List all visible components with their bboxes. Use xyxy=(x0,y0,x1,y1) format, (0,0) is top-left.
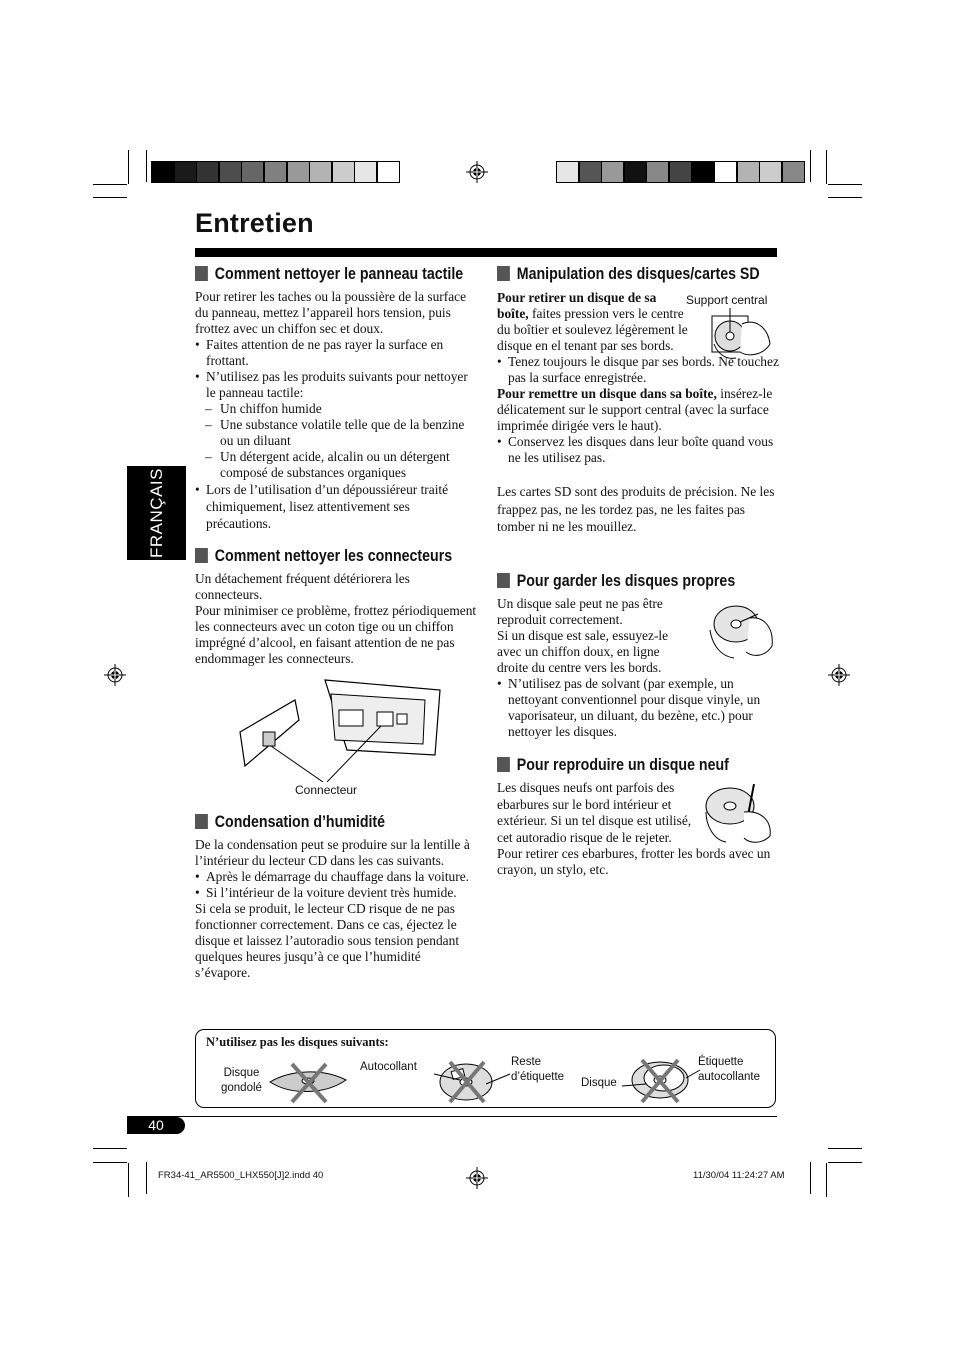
footer-date: 11/30/04 11:24:27 AM xyxy=(693,1170,785,1181)
paragraph: Un détachement fréquent détériorera les connecteurs. xyxy=(195,571,410,602)
section-square-icon xyxy=(195,548,208,563)
crop-mark xyxy=(146,150,147,182)
footer-rule xyxy=(127,1116,777,1117)
crop-mark xyxy=(828,1148,862,1149)
color-swatch xyxy=(782,161,805,183)
color-swatch xyxy=(377,161,400,183)
paragraph: Les cartes SD sont des produits de précision. Ne les frappez pas, ne les tordez pas, ne les faites pas tomber ni ne les mouillez. xyxy=(497,484,775,534)
language-tab xyxy=(127,466,186,560)
color-swatch xyxy=(601,161,624,183)
color-swatch xyxy=(556,161,579,183)
list-item: • Après le démarrage du chauffage dans la voiture. xyxy=(195,869,478,885)
color-swatch xyxy=(287,161,310,183)
color-swatch xyxy=(624,161,647,183)
label-line: autocollante xyxy=(698,1071,761,1083)
crop-mark xyxy=(128,150,129,184)
connector-illustration xyxy=(235,670,445,782)
label-line: Étiquette xyxy=(698,1056,744,1068)
color-swatch xyxy=(646,161,669,183)
color-swatch xyxy=(669,161,692,183)
list-item: • Faites attention de ne pas rayer la surface en frottant. xyxy=(195,337,477,369)
support-central-caption: Support central xyxy=(686,293,768,307)
leader-lines xyxy=(400,1060,720,1090)
color-swatch xyxy=(151,161,174,183)
crop-mark xyxy=(128,1163,129,1197)
section-handling-body xyxy=(497,290,779,536)
section-heading-humidity: Condensation d’humidité xyxy=(195,813,385,832)
section-clean-body xyxy=(497,596,779,740)
bold-lead: Pour remettre un disque dans sa boîte, xyxy=(497,386,717,401)
paragraph: Un disque sale peut ne pas être reproduit correctement. xyxy=(497,596,663,627)
color-swatch xyxy=(309,161,332,183)
section-heading-new-disc: Pour reproduire un disque neuf xyxy=(497,756,729,775)
registration-mark-icon xyxy=(466,161,488,183)
page-title: Entretien xyxy=(195,208,314,238)
paragraph: Si cela se produit, le lecteur CD risque de ne pas fonctionner correctement. Dans ce cas, éjectez le disque et laissez l’autoradio sous tension pendant quelques heures jusqu’à ce que l’humidité s’évapore. xyxy=(195,901,460,980)
paragraph: Si un disque est sale, essuyez-le avec un chiffon doux, en ligne droite du centre vers les bords. xyxy=(497,628,669,675)
color-swatch xyxy=(241,161,264,183)
label-line: gondolé xyxy=(221,1082,262,1094)
crop-mark xyxy=(826,150,827,184)
section-square-icon xyxy=(497,573,510,588)
section-heading-clean: Pour garder les disques propres xyxy=(497,572,735,591)
list-item: – Un chiffon humide xyxy=(195,401,477,417)
color-swatch xyxy=(174,161,197,183)
list-item: • Conservez les disques dans leur boîte quand vous ne les utilisez pas. xyxy=(497,434,779,466)
color-swatch xyxy=(737,161,760,183)
color-swatch xyxy=(692,161,715,183)
color-swatch xyxy=(219,161,242,183)
list-item: • Si l’intérieur de la voiture devient très humide. xyxy=(195,885,478,901)
color-swatch xyxy=(579,161,602,183)
paragraph xyxy=(497,386,779,434)
list-item: – Une substance volatile telle que de la benzine ou un diluant xyxy=(195,417,477,449)
crop-mark xyxy=(93,197,127,198)
section-heading-handling: Manipulation des disques/cartes SD xyxy=(497,265,760,284)
list-item: • Lors de l’utilisation d’un dépoussiéreur traité chimiquement, lisez attentivement ses précautions. xyxy=(195,481,477,532)
paragraph: Les disques neufs ont parfois des ebarbures sur le bord intérieur et extérieur. Si un tel disque est utilisé, cet autoradio risque de le rejeter. xyxy=(497,780,692,845)
label-disc: Disque xyxy=(581,1077,617,1089)
section-connectors-body xyxy=(195,571,478,667)
list-item: – Un détergent acide, alcalin ou un détergent composé de substances organiques xyxy=(195,449,477,481)
section-heading-panel: Comment nettoyer le panneau tactile xyxy=(195,265,463,284)
label-line: Disque xyxy=(223,1067,260,1079)
crop-mark xyxy=(93,1162,127,1163)
section-new-disc-body xyxy=(497,780,779,878)
crop-mark xyxy=(810,1162,811,1194)
paragraph-text: faites pression vers le centre du boîtier et soulevez légèrement le disque en el tenant par ses bords. xyxy=(497,306,688,353)
crop-mark xyxy=(93,184,127,185)
color-swatch xyxy=(759,161,782,183)
color-swatch xyxy=(714,161,737,183)
crop-mark xyxy=(828,184,862,185)
connector-caption: Connecteur xyxy=(295,783,358,797)
paragraph-text: insérez-le délicatement sur le support central (avec la surface imprimée dirigée vers le haut). xyxy=(497,386,773,433)
section-square-icon xyxy=(195,814,208,829)
registration-mark-icon xyxy=(104,664,126,686)
color-swatch xyxy=(264,161,287,183)
crop-mark xyxy=(146,1162,147,1194)
label-warped xyxy=(221,1066,262,1096)
section-square-icon xyxy=(195,266,208,281)
list-item: • N’utilisez pas les produits suivants pour nettoyer le panneau tactile: xyxy=(195,369,477,401)
color-swatch xyxy=(332,161,355,183)
footer-file: FR34-41_AR5500_LHX550[J]2.indd 40 xyxy=(158,1170,324,1181)
color-swatch xyxy=(196,161,219,183)
page-number: 40 xyxy=(127,1117,185,1134)
crop-mark xyxy=(826,1163,827,1197)
label-line: Reste xyxy=(511,1056,542,1068)
registration-mark-icon xyxy=(466,1167,488,1189)
label-sticker: Autocollant xyxy=(360,1061,417,1073)
bold-lead: Pour retirer un disque de sa boîte, xyxy=(497,290,657,321)
paragraph xyxy=(497,290,689,354)
paragraph: Pour retirer les taches ou la poussière de la surface du panneau, mettez l’appareil hors tension, puis frottez avec un chiffon sec et doux. xyxy=(195,289,467,336)
registration-mark-icon xyxy=(828,664,850,686)
crop-mark xyxy=(93,1148,127,1149)
section-heading-connectors: Comment nettoyer les connecteurs xyxy=(195,547,452,566)
language-tab-label: FRANÇAIS xyxy=(147,468,166,558)
warning-box-title: N’utilisez pas les disques suivants: xyxy=(206,1035,389,1049)
title-rule xyxy=(195,248,777,257)
section-square-icon xyxy=(497,757,510,772)
crop-mark xyxy=(828,197,862,198)
crop-mark xyxy=(828,1162,862,1163)
section-humidity-body xyxy=(195,837,478,981)
crop-mark xyxy=(810,150,811,182)
warped-disc-icon xyxy=(262,1060,352,1106)
paragraph: Pour retirer ces ebarbures, frotter les bords avec un crayon, un stylo, etc. xyxy=(497,846,771,877)
section-panel-body xyxy=(195,289,477,532)
section-square-icon xyxy=(497,266,510,281)
label-line: d’étiquette xyxy=(511,1071,565,1083)
list-item: • N’utilisez pas de solvant (par exemple, un nettoyant conventionnel pour disque vinyle, un vaporisateur, un diluant, du bezène, etc.) pour nettoyer les disques. xyxy=(497,676,779,740)
list-item: • Tenez toujours le disque par ses bords. Ne touchez pas la surface enregistrée. xyxy=(497,354,779,386)
paragraph: Pour minimiser ce problème, frottez périodiquement les connecteurs avec un coton tige ou un chiffon imprégné d’alcool, en faisant attention de ne pas endommager les connecteurs. xyxy=(195,603,477,666)
paragraph: De la condensation peut se produire sur la lentille à l’intérieur du lecteur CD dans les cas suivants. xyxy=(195,837,470,868)
color-swatch xyxy=(354,161,377,183)
